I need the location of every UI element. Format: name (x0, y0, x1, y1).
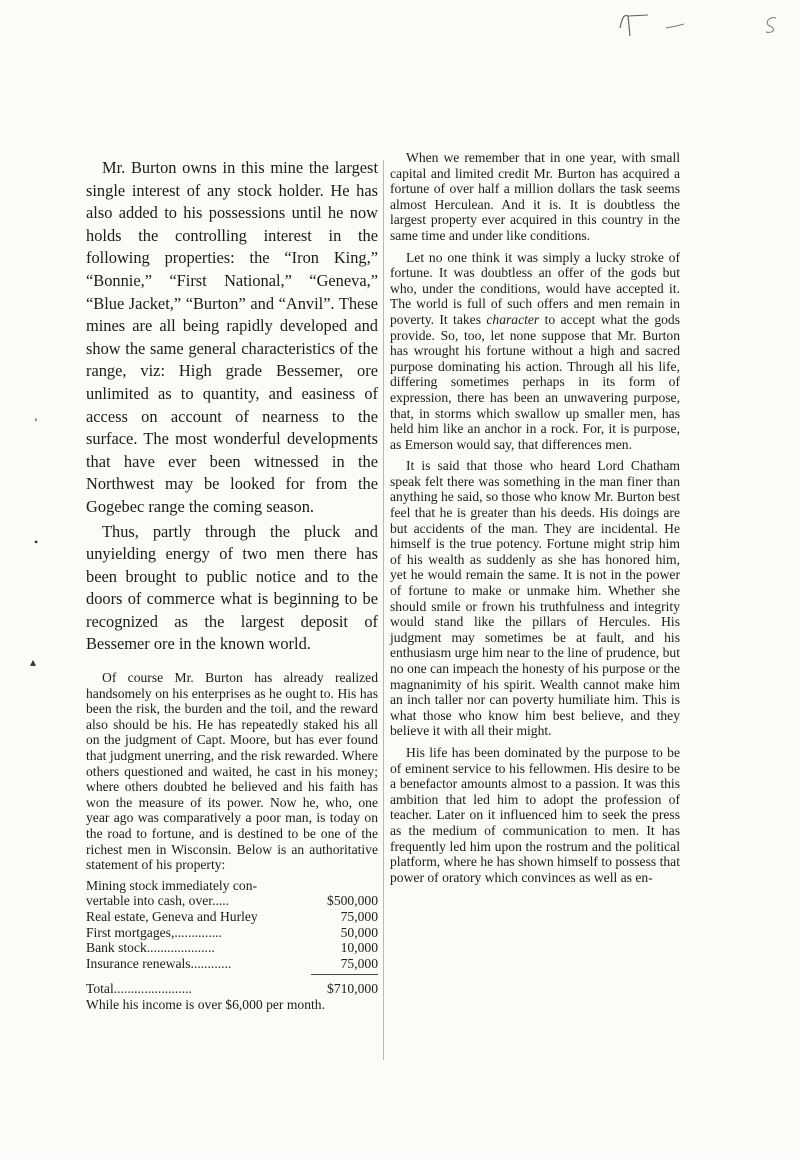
paragraph (390, 250, 680, 453)
property-amount: $500,000 (327, 893, 378, 909)
property-row (86, 909, 378, 925)
margin-mark: ▴ (30, 655, 37, 669)
text-span: Let no one think it was simply a lucky stroke of fortune. It was doubtless an offer of the gods but who, under the conditions, would have accepted it. The world is full of such offers and men remain in poverty. It takes (390, 249, 680, 327)
paragraph: It is said that those who heard Lord Chatham speak felt there was something in the man finer than anything he said, so those who know Mr. Burton best feel that he is greater than his deeds. His doings are but accidents of the man. They are incidental. He himself is the true potency. Fortune might strip him of his wealth as suddenly as she has honored him, yet he would remain the same. It is not in the power of fortune to make or unmake him. Whether she should smile or frown his truthfulness and integrity would stand like the pillars of Hercules. His judgment may sometimes be at fault, and his enthusiasm urge him near to the line of prudence, but no one can impeach the honesty of his purpose or the magnanimity of his spirit. Wealth cannot make him an inch taller nor can poverty humiliate him. This is what those who know him best believe, and they believe it with all their might. (390, 458, 680, 739)
property-amount: 10,000 (340, 940, 378, 956)
property-label: vertable into cash, over..... (86, 893, 230, 909)
property-row (86, 956, 378, 972)
property-statement-table (86, 878, 378, 997)
text-span: to accept what the gods provide. So, too, let none suppose that Mr. Burton has wrought his fortune without a high and sacred purpose dominating his action. Through all his life, differing sometimes perhaps in its form of expression, there has been an unwavering purpose, that, in storms which swallow up smaller men, has held him like an anchor in a rock. For, it is purpose, as Emerson would say, that differences men. (390, 311, 680, 452)
property-label: Real estate, Geneva and Hurley (86, 908, 258, 924)
total-amount: $710,000 (327, 981, 378, 997)
paragraph: When we remember that in one year, with small capital and limited credit Mr. Burton has acquired a fortune of over half a million dollars the task seems almost Herculean. And it is. It is doubtless the largest property ever acquired in this country in the same time and under like conditions. (390, 150, 680, 243)
column-divider (383, 160, 384, 1060)
income-statement: While his income is over $6,000 per month. (86, 996, 325, 1012)
property-label: Insurance renewals............ (86, 955, 232, 971)
margin-mark: ‘ (34, 415, 38, 429)
property-row (86, 940, 378, 956)
property-amount: 75,000 (340, 955, 378, 971)
property-label: Bank stock.................... (86, 940, 215, 956)
total-row (86, 975, 378, 997)
paragraph: His life has been dominated by the purpose to be of eminent service to his fellowmen. His desire to be a benefactor amounts almost to a passion. It was this ambition that led him to adopt the profession of teacher. Later on it influenced him to seek the press as the medium of communication to men. It has frequently led him upon the rostrum and the political platform, where he has shown himself to possess that power of oratory which convinces as well as en- (390, 744, 680, 885)
paragraph: Of course Mr. Burton has already realized handsomely on his enterprises as he ought to. His has been the risk, the burden and the toil, and the reward also should be his. He has repeatedly staked his all on the judgment of Capt. Moore, but has ever found that judgment unerring, and the risk rewarded. Where others questioned and waited, he cast in his money; where others doubted he believed and his faith has won the measure of its power. Now he, who, one year ago was comparatively a poor man, is today on the road to fortune, and is destined to be one of the richest men in Wisconsin. Below is an authoritative statement of his property: (86, 670, 378, 873)
paragraph: Mr. Burton owns in this mine the largest single interest of any stock holder. He has also added to his possessions until he now holds the controlling interest in the following properties: the “Iron King,” “Bonnie,” “First National,” “Geneva,” “Blue Jacket,” “Burton” and “Anvil”. These mines are all being rapidly developed and show the same general characteristics of the range, viz: High grade Bessemer, ore unlimited as to quantity, and easiness of access on account of nearness to the surface. The most wonderful developments that have ever been witnessed in the Northwest may be looked for from the Gogebec range the coming season. (86, 158, 378, 516)
left-column (86, 157, 378, 1018)
property-label: Mining stock immediately con- (86, 877, 258, 893)
emphasis: character (486, 311, 540, 327)
property-label: First mortgages,.............. (86, 924, 222, 940)
property-row (86, 893, 378, 909)
total-label: Total....................... (86, 981, 192, 997)
property-amount: 50,000 (340, 924, 378, 940)
property-row (86, 925, 378, 941)
property-amount (311, 878, 378, 894)
property-row (86, 878, 378, 894)
pencil-mark (618, 10, 698, 38)
margin-mark: • (34, 535, 39, 549)
pencil-mark (760, 14, 782, 36)
right-column (390, 150, 680, 891)
property-amount: 75,000 (340, 908, 378, 924)
paragraph: Thus, partly through the pluck and unyielding energy of two men there has been brought to public notice and to the doors of commerce what is beginning to be recognized as the largest deposit of Bessemer ore in the known world. (86, 521, 378, 654)
